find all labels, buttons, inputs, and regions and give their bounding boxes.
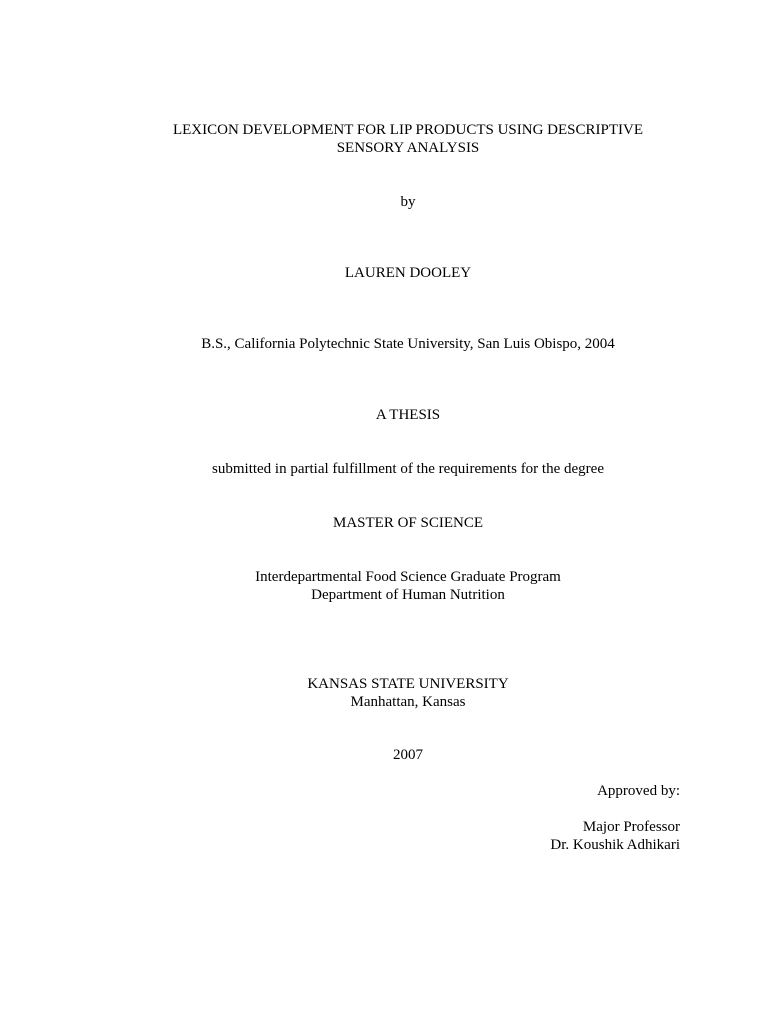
thesis-title-line-2: SENSORY ANALYSIS <box>336 140 480 156</box>
by-label: by <box>400 194 416 210</box>
approved-by-label: Approved by: <box>597 783 680 799</box>
thesis-title-line-1: LEXICON DEVELOPMENT FOR LIP PRODUCTS USING DESCRIPTIVE <box>172 122 644 138</box>
author-name: LAUREN DOOLEY <box>344 265 472 281</box>
approver-name: Dr. Koushik Adhikari <box>550 837 680 853</box>
prior-degree: B.S., California Polytechnic State University, San Luis Obispo, 2004 <box>201 336 615 352</box>
submission-statement: submitted in partial fulfillment of the requirements for the degree <box>212 461 604 477</box>
degree-name: MASTER OF SCIENCE <box>332 515 484 531</box>
institution-name: KANSAS STATE UNIVERSITY <box>307 676 509 692</box>
thesis-title <box>0 121 770 157</box>
approver-role: Major Professor <box>582 819 680 835</box>
institution-location: Manhattan, Kansas <box>350 694 466 710</box>
approval-block <box>550 818 680 854</box>
institution-block <box>0 675 770 711</box>
program-name: Interdepartmental Food Science Graduate Program <box>255 569 561 585</box>
department-name: Department of Human Nutrition <box>311 587 505 603</box>
program-block <box>0 568 770 604</box>
document-type: A THESIS <box>375 407 441 423</box>
year: 2007 <box>393 747 423 763</box>
